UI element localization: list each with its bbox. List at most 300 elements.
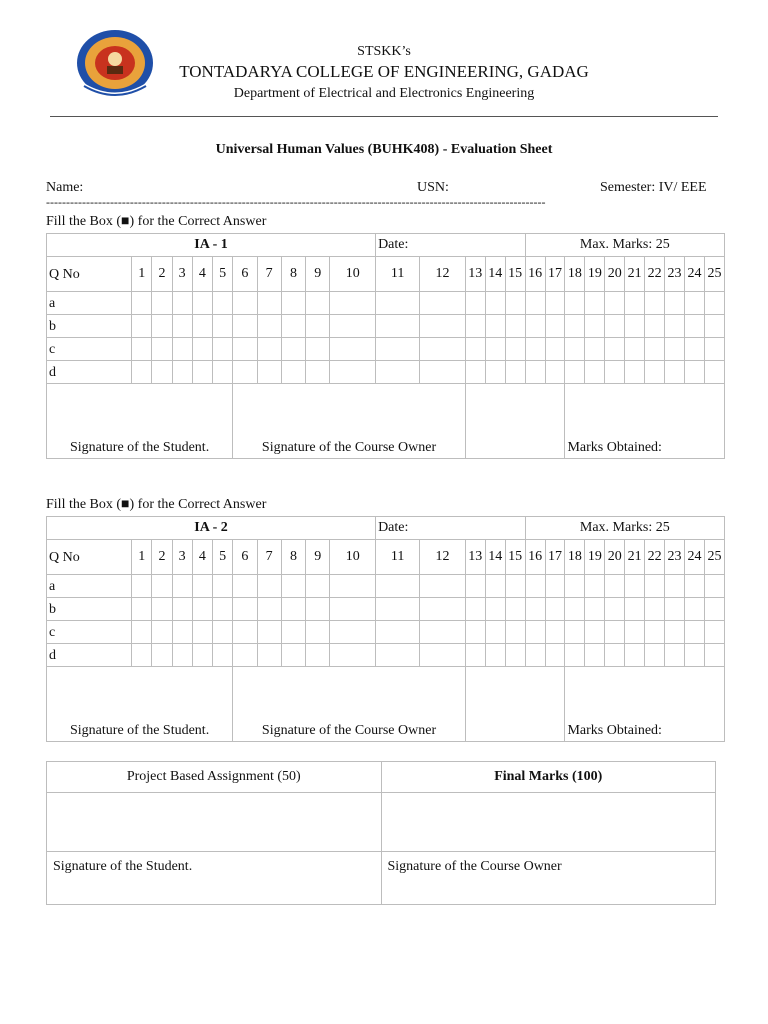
answer-box[interactable] [585,315,605,338]
answer-box[interactable] [192,292,212,315]
answer-box[interactable] [152,621,172,644]
answer-box[interactable] [505,338,525,361]
final-sig-student: Signature of the Student. [47,852,382,905]
semester-label: Semester: IV/ EEE [600,180,707,195]
answer-box[interactable] [152,361,172,384]
answer-box[interactable] [625,292,645,315]
answer-box[interactable] [192,338,212,361]
answer-box[interactable] [132,598,152,621]
answer-box[interactable] [565,621,585,644]
answer-box[interactable] [704,621,724,644]
option-label: c [47,338,132,361]
answer-box[interactable] [684,315,704,338]
answer-box[interactable] [172,621,192,644]
answer-box[interactable] [172,575,192,598]
answer-box[interactable] [545,292,565,315]
answer-box[interactable] [376,361,420,384]
answer-box[interactable] [625,575,645,598]
answer-box[interactable] [330,315,376,338]
question-number: 10 [330,540,376,575]
ia1-instruction: Fill the Box (■) for the Correct Answer [46,214,267,229]
answer-box[interactable] [605,361,625,384]
answer-box[interactable] [545,644,565,667]
answer-box[interactable] [704,361,724,384]
answer-box[interactable] [152,644,172,667]
answer-box[interactable] [665,338,685,361]
answer-box[interactable] [233,338,257,361]
answer-box[interactable] [525,292,545,315]
question-number: 21 [625,257,645,292]
answer-box[interactable] [485,644,505,667]
answer-box[interactable] [645,338,665,361]
answer-box[interactable] [330,575,376,598]
option-label: c [47,621,132,644]
answer-box[interactable] [485,315,505,338]
answer-box[interactable] [306,292,330,315]
ia1-question-header-row [47,257,725,292]
ia2-sig-owner: Signature of the Course Owner [233,667,466,742]
question-number: 6 [233,257,257,292]
ia1-option-row [47,361,725,384]
question-number: 2 [152,540,172,575]
ia1-option-row [47,315,725,338]
answer-box[interactable] [172,315,192,338]
question-number: 3 [172,540,192,575]
answer-box[interactable] [257,338,281,361]
answer-box[interactable] [192,598,212,621]
question-number: 15 [505,540,525,575]
answer-box[interactable] [645,575,665,598]
ia1-marks-obtained: Marks Obtained: [565,384,725,459]
answer-box[interactable] [545,598,565,621]
answer-box[interactable] [704,575,724,598]
ia2-sig-student: Signature of the Student. [47,667,233,742]
answer-box[interactable] [257,315,281,338]
college-name: TONTADARYA COLLEGE OF ENGINEERING, GADAG [179,62,589,81]
answer-box[interactable] [376,598,420,621]
question-number: 4 [192,540,212,575]
answer-box[interactable] [485,292,505,315]
answer-box[interactable] [665,598,685,621]
question-number: 5 [212,257,232,292]
ia1-sig-student: Signature of the Student. [47,384,233,459]
answer-box[interactable] [585,361,605,384]
answer-box[interactable] [152,315,172,338]
answer-box[interactable] [192,361,212,384]
answer-box[interactable] [645,292,665,315]
question-number: 20 [605,257,625,292]
question-number: 4 [192,257,212,292]
answer-box[interactable] [485,338,505,361]
answer-box[interactable] [172,338,192,361]
ia2-option-row [47,598,725,621]
question-number: 17 [545,540,565,575]
answer-box[interactable] [376,292,420,315]
answer-box[interactable] [132,621,152,644]
answer-box[interactable] [257,644,281,667]
answer-box[interactable] [684,292,704,315]
answer-box[interactable] [212,361,232,384]
answer-box[interactable] [605,598,625,621]
question-number: 17 [545,257,565,292]
question-number: 9 [306,257,330,292]
question-number: 9 [306,540,330,575]
answer-box[interactable] [330,621,376,644]
ia1-sig-owner: Signature of the Course Owner [233,384,466,459]
answer-box[interactable] [233,361,257,384]
department-name: Department of Electrical and Electronics Engineering [233,86,535,101]
question-number: 24 [684,540,704,575]
answer-box[interactable] [505,598,525,621]
answer-box[interactable] [212,621,232,644]
answer-box[interactable] [665,644,685,667]
question-number: 13 [465,257,485,292]
question-number: 13 [465,540,485,575]
answer-box[interactable] [465,315,485,338]
answer-box[interactable] [132,338,152,361]
question-number: 24 [684,257,704,292]
project-assignment-header: Project Based Assignment (50) [47,762,382,793]
answer-box[interactable] [485,621,505,644]
ia1-date-label: Date: [376,234,526,257]
answer-box[interactable] [132,292,152,315]
ia1-sig-blank [465,384,565,459]
option-label: d [47,361,132,384]
answer-box[interactable] [212,315,232,338]
answer-box[interactable] [172,361,192,384]
answer-box[interactable] [585,338,605,361]
answer-box[interactable] [684,644,704,667]
answer-box[interactable] [465,598,485,621]
answer-box[interactable] [545,315,565,338]
usn-label: USN: [417,180,449,195]
answer-box[interactable] [565,292,585,315]
answer-box[interactable] [306,621,330,644]
answer-box[interactable] [565,598,585,621]
answer-box[interactable] [525,338,545,361]
answer-box[interactable] [420,315,466,338]
answer-box[interactable] [465,338,485,361]
answer-box[interactable] [152,292,172,315]
answer-box[interactable] [152,575,172,598]
answer-box[interactable] [132,315,152,338]
answer-box[interactable] [192,644,212,667]
answer-box[interactable] [605,644,625,667]
ia1-answer-grid [46,233,725,459]
final-marks-header: Final Marks (100) [381,762,716,793]
answer-box[interactable] [605,575,625,598]
answer-box[interactable] [704,598,724,621]
question-number: 19 [585,540,605,575]
answer-box[interactable] [233,315,257,338]
answer-box[interactable] [132,644,152,667]
answer-box[interactable] [465,292,485,315]
answer-box[interactable] [645,621,665,644]
answer-box[interactable] [281,621,305,644]
answer-box[interactable] [645,361,665,384]
answer-box[interactable] [233,644,257,667]
answer-box[interactable] [192,621,212,644]
ia2-question-header-row [47,540,725,575]
answer-box[interactable] [257,598,281,621]
answer-box[interactable] [505,361,525,384]
answer-box[interactable] [665,575,685,598]
option-label: d [47,644,132,667]
trust-name: STSKK’s [357,44,411,59]
answer-box[interactable] [306,315,330,338]
question-number: 18 [565,540,585,575]
ia1-qno-label: Q No [47,257,132,292]
answer-box[interactable] [306,361,330,384]
answer-box[interactable] [172,292,192,315]
answer-box[interactable] [306,644,330,667]
ia1-test-name: IA - 1 [47,234,376,257]
answer-box[interactable] [665,292,685,315]
answer-box[interactable] [525,575,545,598]
answer-box[interactable] [330,338,376,361]
question-number: 12 [420,257,466,292]
question-number: 7 [257,257,281,292]
question-number: 23 [665,540,685,575]
answer-box[interactable] [645,315,665,338]
answer-box[interactable] [684,621,704,644]
ia2-option-row [47,621,725,644]
ia2-date-label: Date: [376,517,526,540]
answer-box[interactable] [525,361,545,384]
answer-box[interactable] [376,575,420,598]
answer-box[interactable] [485,575,505,598]
answer-box[interactable] [281,338,305,361]
answer-box[interactable] [420,644,466,667]
answer-box[interactable] [192,315,212,338]
answer-box[interactable] [665,315,685,338]
answer-box[interactable] [565,644,585,667]
answer-box[interactable] [465,621,485,644]
answer-box[interactable] [605,315,625,338]
answer-box[interactable] [525,621,545,644]
answer-box[interactable] [132,361,152,384]
question-number: 22 [645,257,665,292]
answer-box[interactable] [212,598,232,621]
answer-box[interactable] [257,361,281,384]
ia2-answer-grid [46,516,725,742]
answer-box[interactable] [605,621,625,644]
answer-box[interactable] [585,621,605,644]
answer-box[interactable] [330,598,376,621]
question-number: 23 [665,257,685,292]
answer-box[interactable] [420,361,466,384]
answer-box[interactable] [281,598,305,621]
answer-box[interactable] [132,575,152,598]
answer-box[interactable] [545,361,565,384]
answer-box[interactable] [172,598,192,621]
option-label: a [47,292,132,315]
answer-box[interactable] [281,644,305,667]
answer-box[interactable] [212,292,232,315]
question-number: 10 [330,257,376,292]
answer-box[interactable] [545,621,565,644]
question-number: 25 [704,257,724,292]
ia2-sig-blank [465,667,565,742]
answer-box[interactable] [376,644,420,667]
question-number: 1 [132,257,152,292]
question-number: 18 [565,257,585,292]
final-sig-owner: Signature of the Course Owner [381,852,716,905]
answer-box[interactable] [192,575,212,598]
ia2-option-row [47,575,725,598]
answer-box[interactable] [625,644,645,667]
answer-box[interactable] [233,575,257,598]
question-number: 5 [212,540,232,575]
answer-box[interactable] [465,644,485,667]
answer-box[interactable] [525,598,545,621]
answer-box[interactable] [585,575,605,598]
question-number: 19 [585,257,605,292]
answer-box[interactable] [585,598,605,621]
answer-box[interactable] [281,361,305,384]
answer-box[interactable] [505,575,525,598]
project-marks-cell [47,793,382,852]
question-number: 15 [505,257,525,292]
answer-box[interactable] [505,621,525,644]
answer-box[interactable] [545,575,565,598]
answer-box[interactable] [625,598,645,621]
answer-box[interactable] [684,598,704,621]
answer-box[interactable] [420,621,466,644]
sheet-title: Universal Human Values (BUHK408) - Evaluation Sheet [215,142,553,157]
answer-box[interactable] [704,315,724,338]
question-number: 6 [233,540,257,575]
answer-box[interactable] [306,338,330,361]
final-marks-table [46,761,716,905]
answer-box[interactable] [545,338,565,361]
answer-box[interactable] [233,621,257,644]
answer-box[interactable] [585,292,605,315]
answer-box[interactable] [684,361,704,384]
answer-box[interactable] [420,338,466,361]
question-number: 16 [525,257,545,292]
answer-box[interactable] [330,292,376,315]
answer-box[interactable] [704,292,724,315]
answer-box[interactable] [565,315,585,338]
answer-box[interactable] [152,338,172,361]
answer-box[interactable] [704,644,724,667]
answer-box[interactable] [420,598,466,621]
answer-box[interactable] [525,644,545,667]
answer-box[interactable] [465,575,485,598]
answer-box[interactable] [525,315,545,338]
answer-box[interactable] [684,575,704,598]
answer-box[interactable] [257,292,281,315]
ia1-option-row [47,338,725,361]
answer-box[interactable] [625,621,645,644]
answer-box[interactable] [505,315,525,338]
answer-box[interactable] [376,621,420,644]
question-number: 16 [525,540,545,575]
option-label: b [47,598,132,621]
answer-box[interactable] [330,361,376,384]
answer-box[interactable] [212,575,232,598]
answer-box[interactable] [665,361,685,384]
question-number: 12 [420,540,466,575]
question-number: 22 [645,540,665,575]
answer-box[interactable] [665,621,685,644]
answer-box[interactable] [565,575,585,598]
question-number: 11 [376,540,420,575]
question-number: 8 [281,540,305,575]
ia2-max-marks: Max. Marks: 25 [525,517,724,540]
question-number: 7 [257,540,281,575]
answer-box[interactable] [565,338,585,361]
answer-box[interactable] [625,338,645,361]
answer-box[interactable] [585,644,605,667]
answer-box[interactable] [376,338,420,361]
answer-box[interactable] [625,361,645,384]
answer-box[interactable] [505,644,525,667]
answer-box[interactable] [684,338,704,361]
question-number: 1 [132,540,152,575]
final-marks-cell [381,793,716,852]
question-number: 20 [605,540,625,575]
answer-box[interactable] [485,598,505,621]
question-number: 14 [485,257,505,292]
ia2-instruction: Fill the Box (■) for the Correct Answer [46,497,267,512]
answer-box[interactable] [645,598,665,621]
header-rule [50,116,718,117]
answer-box[interactable] [281,292,305,315]
answer-box[interactable] [704,338,724,361]
answer-box[interactable] [625,315,645,338]
answer-box[interactable] [233,598,257,621]
option-label: b [47,315,132,338]
answer-box[interactable] [505,292,525,315]
answer-box[interactable] [565,361,585,384]
answer-box[interactable] [172,644,192,667]
answer-box[interactable] [420,292,466,315]
answer-box[interactable] [257,621,281,644]
answer-box[interactable] [281,575,305,598]
answer-box[interactable] [605,338,625,361]
answer-box[interactable] [645,644,665,667]
question-number: 3 [172,257,192,292]
ia2-test-name: IA - 2 [47,517,376,540]
ia1-max-marks: Max. Marks: 25 [525,234,724,257]
answer-box[interactable] [465,361,485,384]
answer-box[interactable] [605,292,625,315]
ia2-option-row [47,644,725,667]
answer-box[interactable] [376,315,420,338]
answer-box[interactable] [212,644,232,667]
answer-box[interactable] [306,598,330,621]
option-label: a [47,575,132,598]
answer-box[interactable] [257,575,281,598]
ia1-option-row [47,292,725,315]
answer-box[interactable] [152,598,172,621]
answer-box[interactable] [281,315,305,338]
question-number: 11 [376,257,420,292]
ia2-marks-obtained: Marks Obtained: [565,667,725,742]
answer-box[interactable] [233,292,257,315]
question-number: 8 [281,257,305,292]
answer-box[interactable] [212,338,232,361]
question-number: 21 [625,540,645,575]
question-number: 25 [704,540,724,575]
answer-box[interactable] [485,361,505,384]
answer-box[interactable] [420,575,466,598]
ia2-qno-label: Q No [47,540,132,575]
answer-box[interactable] [306,575,330,598]
answer-box[interactable] [330,644,376,667]
